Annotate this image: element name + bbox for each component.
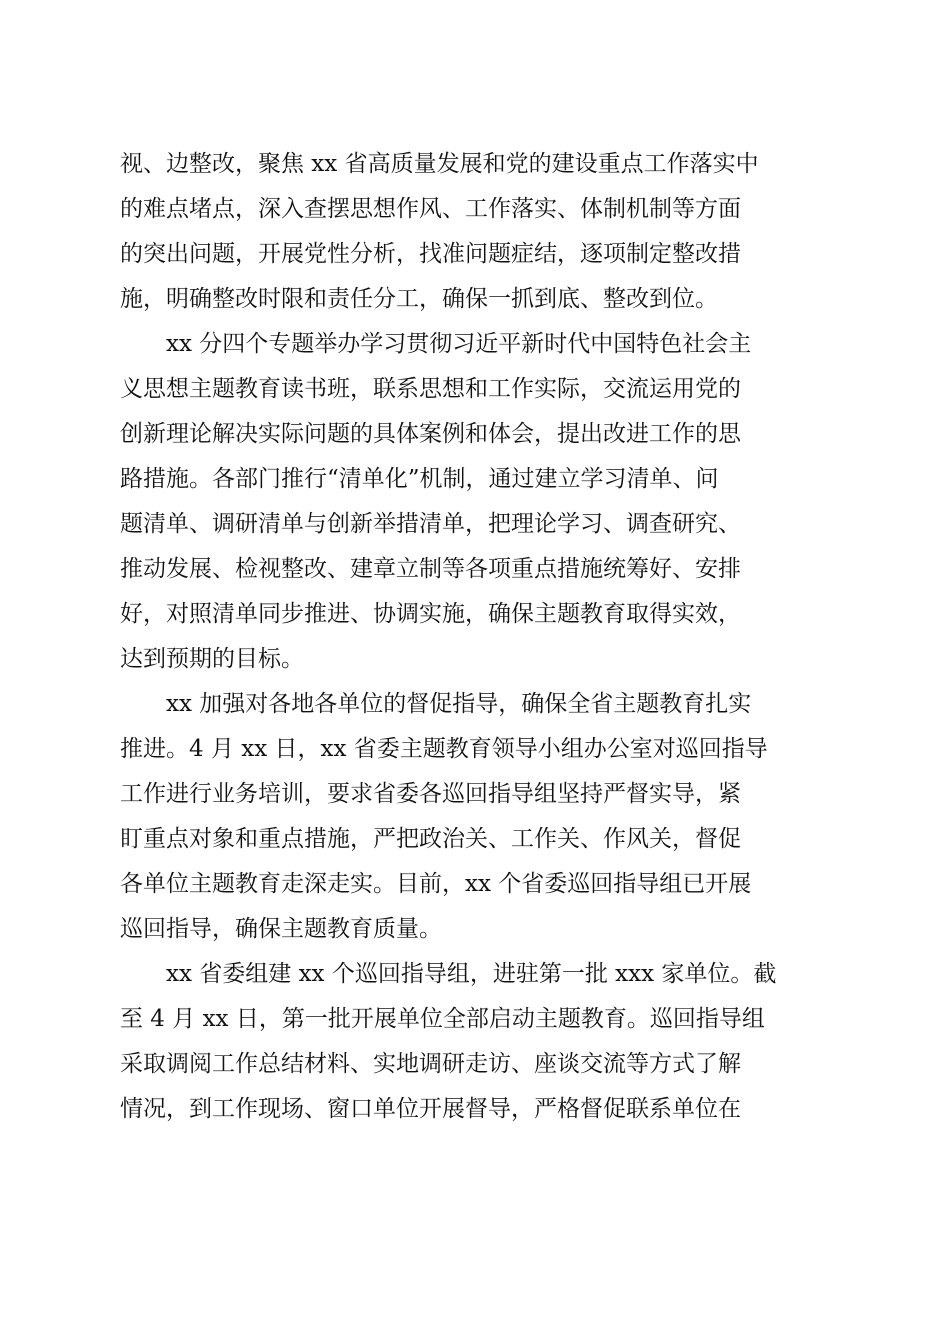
paragraph-1 xyxy=(120,142,832,322)
text-line: 推动发展、检视整改、建章立制等各项重点措施统筹好、安排 xyxy=(120,556,741,582)
document-body xyxy=(120,142,832,1132)
paragraph-3 xyxy=(120,682,832,952)
text-line: xx 加强对各地各单位的督促指导，确保全省主题教育扎实 xyxy=(166,691,752,717)
text-line: 采取调阅工作总结材料、实地调研走访、座谈交流等方式了解 xyxy=(120,1051,741,1077)
paragraph-2 xyxy=(120,322,832,682)
text-line: 各单位主题教育走深走实。目前，xx 个省委巡回指导组已开展 xyxy=(120,871,752,897)
text-line: 题清单、调研清单与创新举措清单，把理论学习、调查研究、 xyxy=(120,511,741,537)
text-line: 工作进行业务培训，要求省委各巡回指导组坚持严督实导，紧 xyxy=(120,781,741,807)
text-line: 情况，到工作现场、窗口单位开展督导，严格督促联系单位在 xyxy=(120,1096,741,1122)
text-line: 创新理论解决实际问题的具体案例和体会，提出改进工作的思 xyxy=(120,421,741,447)
text-line: xx 省委组建 xx 个巡回指导组，进驻第一批 xxx 家单位。截 xyxy=(166,961,777,987)
text-line: 路措施。各部门推行“清单化”机制，通过建立学习清单、问 xyxy=(120,466,719,492)
text-line: 的突出问题，开展党性分析，找准问题症结，逐项制定整改措 xyxy=(120,241,741,267)
text-line: 视、边整改，聚焦 xx 省高质量发展和党的建设重点工作落实中 xyxy=(120,151,759,177)
text-line: 施，明确整改时限和责任分工，确保一抓到底、整改到位。 xyxy=(120,286,718,312)
text-line: 的难点堵点，深入查摆思想作风、工作落实、体制机制等方面 xyxy=(120,196,741,222)
text-line: 推进。4 月 xx 日，xx 省委主题教育领导小组办公室对巡回指导 xyxy=(120,736,768,762)
text-line: 达到预期的目标。 xyxy=(120,646,304,672)
text-line: xx 分四个专题举办学习贯彻习近平新时代中国特色社会主 xyxy=(166,331,752,357)
text-line: 盯重点对象和重点措施，严把政治关、工作关、作风关，督促 xyxy=(120,826,741,852)
text-line: 至 4 月 xx 日，第一批开展单位全部启动主题教育。巡回指导组 xyxy=(120,1006,765,1032)
text-line: 巡回指导，确保主题教育质量。 xyxy=(120,916,442,942)
text-line: 好，对照清单同步推进、协调实施，确保主题教育取得实效， xyxy=(120,601,741,627)
paragraph-4 xyxy=(120,952,832,1132)
text-line: 义思想主题教育读书班，联系思想和工作实际，交流运用党的 xyxy=(120,376,741,402)
